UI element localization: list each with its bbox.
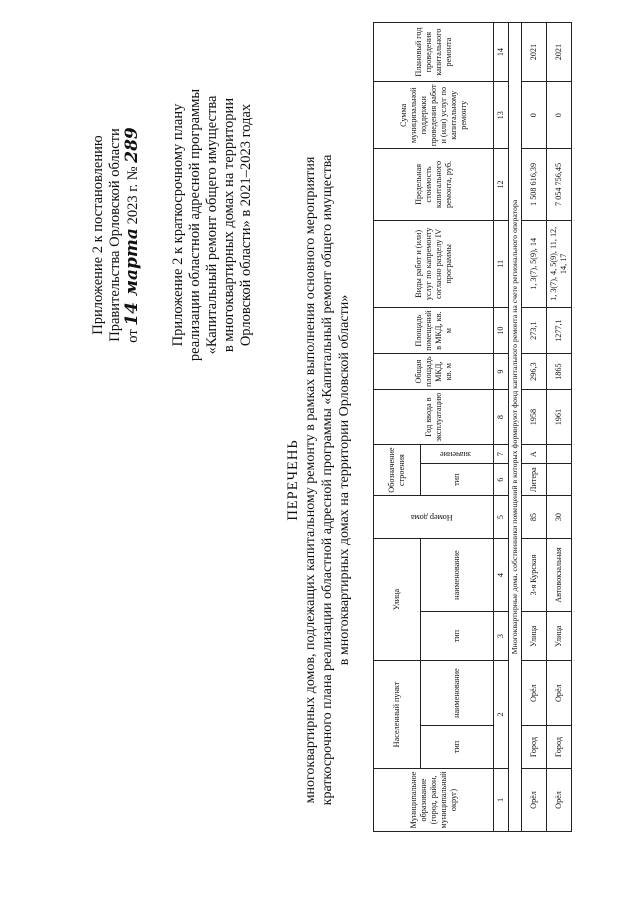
- houses-table: [373, 22, 572, 832]
- cell-street-name: 3-я Курская: [522, 538, 547, 611]
- col-street-type: тип: [421, 612, 494, 661]
- col-max-cost: Предельная стоимость капитального ремонта, руб.: [374, 149, 494, 220]
- cell-total-area: 296,3: [522, 354, 547, 390]
- section-band: [509, 23, 522, 832]
- col-building-type: тип: [421, 464, 494, 496]
- cell-house: 30: [547, 496, 572, 539]
- col-number: 13: [494, 82, 509, 149]
- col-settlement-type: тип: [421, 726, 494, 769]
- col-number: 6: [494, 464, 509, 496]
- appendix-line: Приложение 2 к постановлению: [90, 135, 106, 335]
- cell-premises-area: 1277,1: [547, 308, 572, 354]
- appendix2-line: реализации областной адресной программы: [187, 88, 203, 362]
- col-settlement: Населенный пункт: [374, 661, 421, 769]
- cell-max-cost: 7 054 756,45: [547, 149, 572, 220]
- col-support-sum: Сумма муниципальной поддержки проведения работ и (или) услуг по капитальному ремонту: [374, 82, 494, 149]
- cell-total-area: 1865: [547, 354, 572, 390]
- col-street: Улица: [374, 538, 421, 660]
- col-house: Номер дома: [374, 496, 494, 539]
- handwritten-date: 14 марта: [122, 228, 142, 326]
- cell-support-sum: 0: [547, 82, 572, 149]
- col-number: 10: [494, 308, 509, 354]
- cell-street-type: Улица: [522, 612, 547, 661]
- col-number: 8: [494, 390, 509, 445]
- table-row: [522, 23, 547, 832]
- title-heading: ПЕРЕЧЕНЬ: [285, 439, 301, 521]
- col-number: 4: [494, 538, 509, 611]
- appendix2-line: Орловской области» в 2021–2023 годах: [238, 103, 254, 347]
- cell-house: 85: [522, 496, 547, 539]
- cell-building-value: А: [522, 445, 547, 464]
- column-numbers-row: [494, 23, 509, 832]
- cell-building-type: [547, 464, 572, 496]
- col-number: 2: [494, 661, 509, 769]
- appendix-to-plan: [170, 45, 255, 405]
- title-line: многоквартирных домов, подлежащих капитальному ремонту в рамках выполнения основного мероприятия: [303, 156, 318, 804]
- cell-building-type: Литера: [522, 464, 547, 496]
- col-premises-area: Площадь помещений в МКД, кв. м: [374, 308, 494, 354]
- col-number: 12: [494, 149, 509, 220]
- appendix2-line: в многоквартирных домах на территории: [221, 97, 237, 353]
- section-band-text: Многоквартирные дома, собственники помещений в которых формируют фонд капитального ремонта на счете регионального оператора: [509, 23, 522, 832]
- cell-year: 1961: [547, 390, 572, 445]
- col-number: 3: [494, 612, 509, 661]
- cell-settlement-type: Город: [522, 726, 547, 769]
- cell-year: 1958: [522, 390, 547, 445]
- appendix-date: от 14 марта 2023 г. № 289: [122, 127, 142, 343]
- table-row: [547, 23, 572, 832]
- title-line: в многоквартирных домах на территории Орловской области»: [337, 294, 352, 666]
- col-building: Обозначение строения: [374, 445, 421, 496]
- col-year: Год ввода в эксплуатацию: [374, 390, 494, 445]
- appendix-line: Правительства Орловской области: [107, 128, 123, 342]
- appendix2-line: Приложение 2 к краткосрочному плану: [170, 103, 186, 347]
- col-number: 11: [494, 220, 509, 308]
- cell-street-name: Автовокзальная: [547, 538, 572, 611]
- appendix2-line: «Капитальный ремонт общего имущества: [204, 95, 220, 355]
- col-settlement-name: наименование: [421, 661, 494, 726]
- cell-municipality: Орёл: [547, 768, 572, 831]
- handwritten-number: 289: [122, 127, 142, 163]
- cell-settlement-name: Орёл: [522, 661, 547, 726]
- col-planned-year: Плановый год проведения капитального ремонта: [374, 23, 494, 82]
- cell-settlement-name: Орёл: [547, 661, 572, 726]
- cell-planned-year: 2021: [547, 23, 572, 82]
- cell-settlement-type: Город: [547, 726, 572, 769]
- col-works: Виды работ и (или) услуг по капремонту согласно разделу IV программы: [374, 220, 494, 308]
- col-number: 7: [494, 445, 509, 464]
- cell-works: 1, 3(7), 5(9), 14: [522, 220, 547, 308]
- cell-max-cost: 1 508 616,39: [522, 149, 547, 220]
- col-number: 9: [494, 354, 509, 390]
- col-number: 14: [494, 23, 509, 82]
- cell-support-sum: 0: [522, 82, 547, 149]
- col-total-area: Общая площадь МКД, кв. м: [374, 354, 494, 390]
- cell-premises-area: 273,1: [522, 308, 547, 354]
- col-municipality: Муниципальное образование (город, район, муниципальный округ): [374, 768, 494, 831]
- cell-planned-year: 2021: [522, 23, 547, 82]
- appendix-header: [90, 70, 142, 400]
- document-title: [285, 85, 353, 875]
- col-street-name: наименование: [421, 538, 494, 611]
- col-number: 1: [494, 768, 509, 831]
- col-building-value: значение: [421, 445, 494, 464]
- cell-works: 1, 3(7), 4, 5(9), 11, 12, 14, 17: [547, 220, 572, 308]
- title-line: краткосрочного плана реализации областной адресной программы «Капитальный ремонт общего имущества: [320, 154, 335, 806]
- cell-street-type: Улица: [547, 612, 572, 661]
- cell-municipality: Орёл: [522, 768, 547, 831]
- col-number: 5: [494, 496, 509, 539]
- cell-building-value: [547, 445, 572, 464]
